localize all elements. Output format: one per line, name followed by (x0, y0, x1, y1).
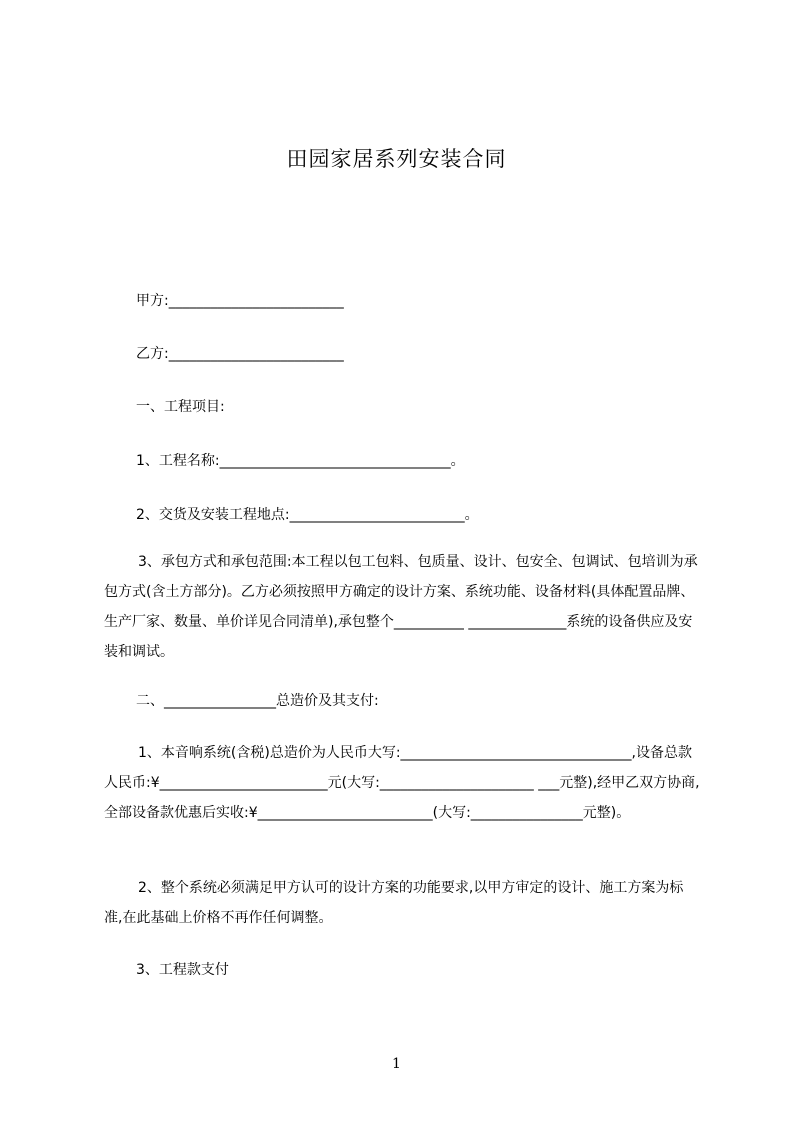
party-b-line: 乙方:_________________________ (136, 346, 344, 362)
contract-scope-text: 3、承包方式和承包范围:本工程以包工包料、包质量、设计、包安全、包调试、包培训为承包方式(含土方部分)。乙方必须按照甲方确定的设计方案、系统功能、设备材料(具体配置品牌、生产厂家、数量、单价详见合同清单),承包整个__________ ______________系统的设备供应及安装和调试。 (104, 554, 698, 660)
price-paragraph (104, 738, 700, 828)
design-paragraph (104, 873, 700, 933)
page-title: 田园家居系列安装合同 (286, 147, 507, 171)
payment-heading: 3、工程款支付 (136, 962, 229, 978)
section-1-heading: 一、工程项目: (136, 399, 225, 415)
section-2-heading: 二、________________总造价及其支付: (136, 693, 379, 709)
party-a-line: 甲方:_________________________ (136, 293, 344, 309)
item-project-name: 1、工程名称:_________________________________。 (136, 453, 465, 469)
item-install-location: 2、交货及安装工程地点:_________________________。 (136, 507, 479, 523)
price-clause-text: 1、本音响系统(含税)总造价为人民币大写:_________________________________,设备总款人民币:¥________________________元(大写:______________________ ___元整),经甲乙双方协商,全部设备款优惠后实收:¥_________________________(大写:________________元整)。 (104, 745, 700, 821)
design-clause-text: 2、整个系统必须满足甲方认可的设计方案的功能要求,以甲方审定的设计、施工方案为标准,在此基础上价格不再作任何调整。 (104, 880, 684, 926)
page-number: 1 (392, 1056, 401, 1072)
contract-scope-paragraph (104, 547, 700, 667)
